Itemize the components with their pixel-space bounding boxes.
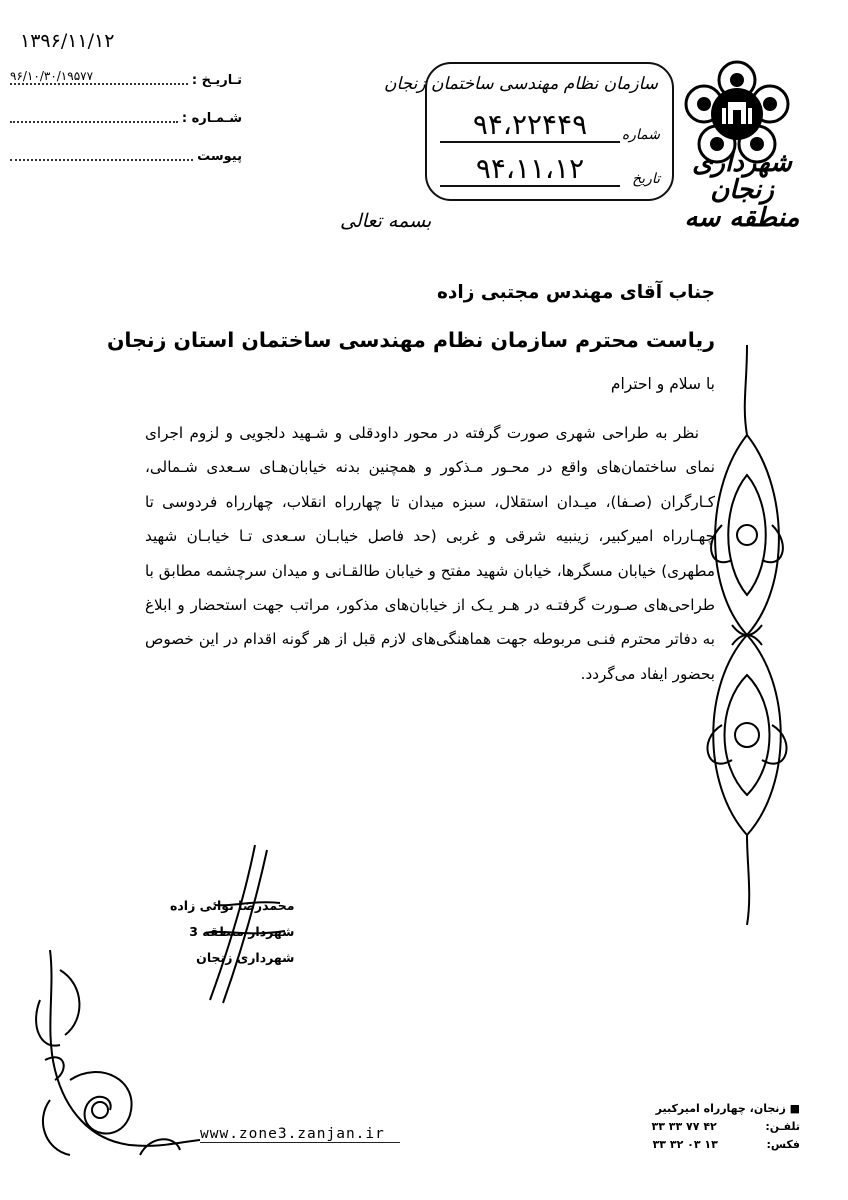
logo-text [676,150,808,232]
addressee-line1: جناب آقای مهندس مجتبی زاده [437,282,715,303]
phone-label: تلفـن: [765,1120,800,1133]
letter-body [145,416,715,691]
signer-org: شهرداری زنجان [196,950,295,965]
signer-title: شهردار منطقه 3 [189,924,295,939]
date-value: ۹۶/۱۰/۳۰/۱۹۵۷۷ [10,69,94,83]
logo-line1: شهرداری زنجان [692,148,792,206]
footer-address: ■ زنجان، چهارراه امیرکبیر [655,1102,800,1115]
corner-ornament-icon [30,950,200,1165]
fax-value: ۳۳ ۳۲ ۰۳ ۱۳ [652,1138,718,1151]
phone-value: ۳۳ ۳۳ ۷۷ ۴۲ [651,1120,717,1133]
received-stamp [384,62,674,201]
attachment-label: پیوست [197,149,242,164]
footer-fax [620,1138,800,1151]
date-row [10,66,242,88]
handwritten-date: ۱۳۹۶/۱۱/۱۲ [20,30,115,52]
website-underline [200,1142,400,1143]
basmala: بسمه تعالی [340,210,432,232]
stamp-date-label: تاریخ [632,171,660,187]
logo-line2: منطقه سه [684,202,800,233]
website-text: www.zone3.zanjan.ir [200,1126,385,1142]
stamp-date-row [440,152,660,187]
stamp-number-label: شماره [621,127,660,143]
greeting: با سلام و احترام [610,375,715,393]
body-paragraph: نظر به طراحی شهری صورت گرفته در محور داودقلی و شـهید دلجویی و لزوم اجرای نمای ساختمان‌های واقع در محـور مـذکور و همچنین بدنه خیابان‌هـای سـعدی شـمالی، کـارگران (صـفا)، میـدان استقلال، سبزه میدان تا چهارراه انقلاب، چهارراه فردوسی تا چهـارراه امیرکبیر، زینبیه شرقی و غربی (حد فاصل خیابـان سـعدی تـا خیابـان شهید مطهری) خیابان مسگرها، خیابان شهید مفتح و خیابان طالقـانی و میدان سرچشمه مطابق با طراحی‌های صـورت گرفتـه در هـر یـک از خیابان‌های مذکور، مراتب جهت استحضار و ابلاغ به دفاتر محترم فنـی مربوطه جهت هماهنگی‌های لازم قبل از هر گونه اقدام در این خصوص بحضور ایفاد می‌گردد. [145,424,715,683]
footer-phone [620,1120,800,1133]
fax-label: فکس: [766,1138,800,1151]
stamp-number-value: ۹۴،۲۲۴۴۹ [440,108,620,143]
right-ornament-icon [692,345,802,925]
date-label: تـاریـخ : [191,73,242,88]
stamp-number-row [440,108,660,143]
stamp-date-value: ۹۴،۱۱،۱۲ [440,152,620,187]
number-row [10,104,242,126]
signer-name: محمدرضا نوائی زاده [170,898,295,913]
number-label: شـمـاره : [181,111,242,126]
addressee-line2: ریاست محترم سازمان نظام مهندسی ساختمان استان زنجان [106,328,715,352]
attachment-row [10,142,242,164]
stamp-org: سازمان نظام مهندسی ساختمان زنجان [384,74,658,94]
